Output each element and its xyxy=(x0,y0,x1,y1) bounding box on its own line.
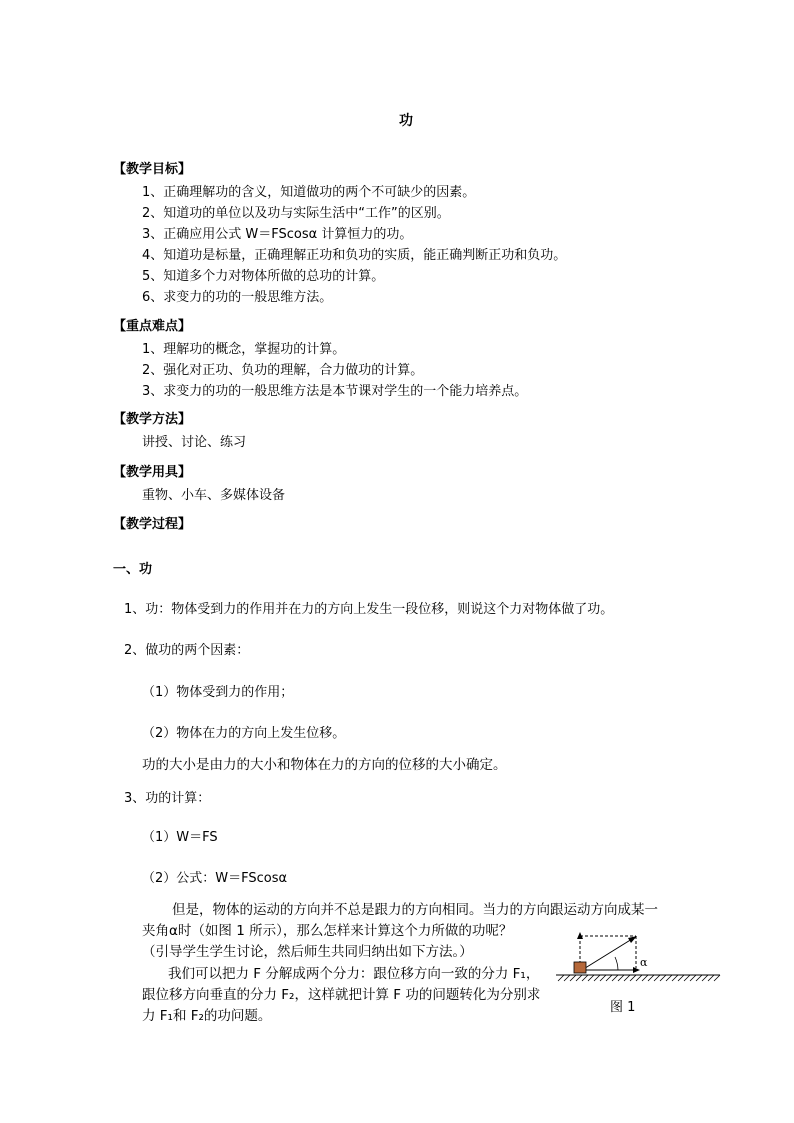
factor-2: （2）物体在力的方向上发生位移。 xyxy=(142,726,346,741)
ground-hatching xyxy=(558,975,720,981)
goal-item-2: 2、知道功的单位以及功与实际生活中“工作”的区别。 xyxy=(142,206,450,221)
process-heading: 【教学过程】 xyxy=(113,517,192,532)
paragraph-magnitude: 功的大小是由力的大小和物体在力的方向的位移的大小确定。 xyxy=(142,757,507,773)
key-point-1: 1、理解功的概念，掌握功的计算。 xyxy=(142,342,346,357)
paragraph-factors: 2、做功的两个因素： xyxy=(124,643,250,658)
goal-item-4: 4、知道功是标量，正确理解正功和负功的实质，能正确判断正功和负功。 xyxy=(142,248,567,263)
angle-arc xyxy=(615,957,618,970)
formula-1: （1）W＝FS xyxy=(142,830,218,845)
tools-text: 重物、小车、多媒体设备 xyxy=(142,488,286,503)
key-points-heading: 【重点难点】 xyxy=(113,319,192,334)
goals-heading: 【教学目标】 xyxy=(113,162,192,177)
paragraph-angle-line3: （引导学生学生讨论，然后师生共同归纳出如下方法。） xyxy=(142,944,473,960)
paragraph-decompose-line2: 跟位移方向垂直的分力 F₂，这样就把计算 F 功的问题转化为分别求 xyxy=(142,987,541,1003)
methods-text: 讲授、讨论、练习 xyxy=(142,435,247,450)
paragraph-angle-line1: 但是，物体的运动的方向并不总是跟力的方向相同。当力的方向跟运动方向成某一 xyxy=(172,902,658,918)
goal-item-6: 6、求变力的功的一般思维方法。 xyxy=(142,290,333,305)
paragraph-decompose-line3: 力 F₁和 F₂的功问题。 xyxy=(142,1008,272,1024)
methods-heading: 【教学方法】 xyxy=(113,412,192,427)
paragraph-decompose-line1: 我们可以把力 F 分解成两个分力：跟位移方向一致的分力 F₁， xyxy=(168,966,540,982)
key-point-2: 2、强化对正功、负功的理解，合力做功的计算。 xyxy=(142,363,424,378)
figure-caption: 图 1 xyxy=(610,1000,636,1015)
goal-item-3: 3、正确应用公式 W＝FScosα 计算恒力的功。 xyxy=(142,227,413,242)
goal-item-5: 5、知道多个力对物体所做的总功的计算。 xyxy=(142,269,385,284)
paragraph-definition: 1、功：物体受到力的作用并在力的方向上发生一段位移，则说这个力对物体做了功。 xyxy=(124,602,614,617)
factor-1: （1）物体受到力的作用； xyxy=(142,685,294,700)
part-title: 一、功 xyxy=(113,562,153,577)
key-point-3: 3、求变力的功的一般思维方法是本节课对学生的一个能力培养点。 xyxy=(142,384,528,399)
formula-2: （2）公式：W＝FScosα xyxy=(142,871,288,886)
goal-item-1: 1、正确理解功的含义，知道做功的两个不可缺少的因素。 xyxy=(142,185,476,200)
page-title: 功 xyxy=(399,113,413,129)
paragraph-angle-line2: 夹角α时（如图 1 所示），那么怎样来计算这个力所做的功呢？ xyxy=(142,923,513,939)
tools-heading: 【教学用具】 xyxy=(113,465,192,480)
angle-label: α xyxy=(640,956,648,969)
force-decomposition-figure xyxy=(552,930,724,988)
diagonal-force-line xyxy=(582,939,632,970)
block xyxy=(574,962,586,973)
paragraph-calculation: 3、功的计算： xyxy=(124,791,211,806)
